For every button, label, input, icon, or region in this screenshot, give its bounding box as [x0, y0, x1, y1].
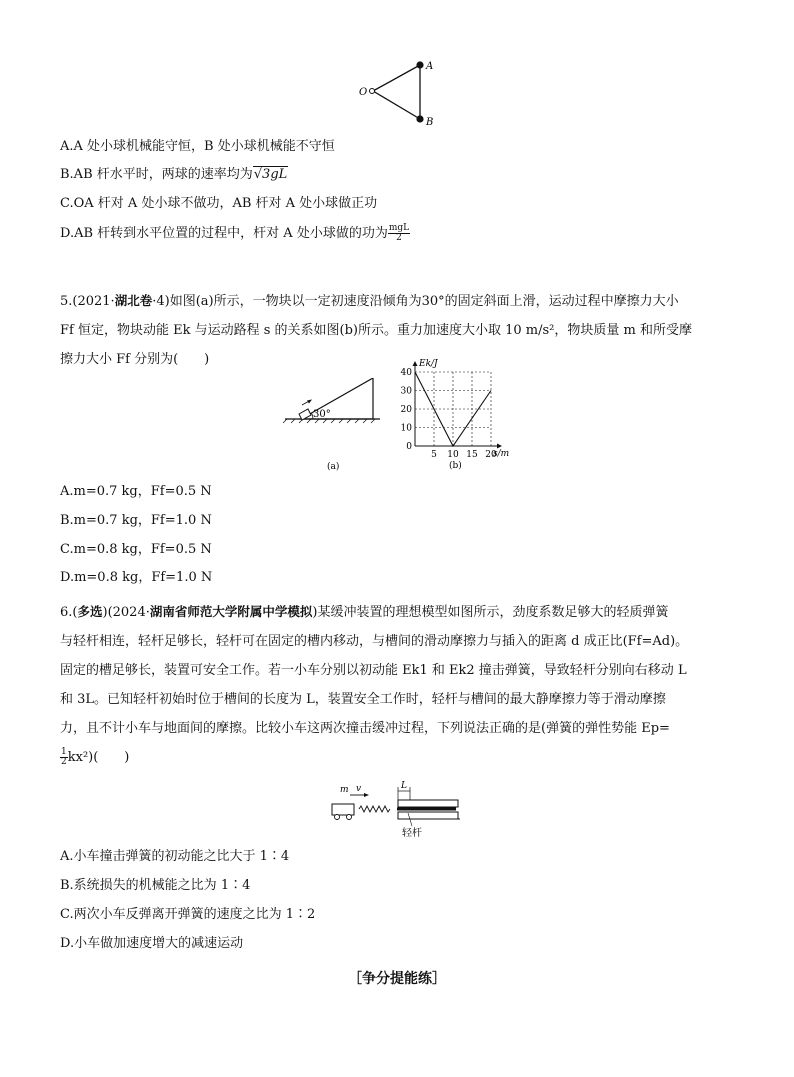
y-tick-label: 0	[406, 442, 412, 452]
q4-option-c: C.OA 杆对 A 处小球不做功，AB 杆对 A 处小球做正功	[60, 196, 378, 211]
y-tick-label: 10	[400, 423, 412, 434]
fraction-numerator: 1	[61, 747, 67, 757]
x-tick-label: 15	[466, 450, 478, 460]
fraction-denominator: 2	[61, 757, 67, 767]
ball-b	[416, 115, 423, 122]
velocity-arrowhead	[307, 400, 312, 404]
rod-ob	[373, 91, 420, 119]
q6-line-6-text: kx²)( )	[67, 750, 130, 765]
q6-buffer-figure	[326, 781, 466, 841]
chart-ylabel: Ek/J	[419, 359, 438, 369]
y-tick-label: 30	[400, 386, 412, 397]
x-tick-label: 5	[431, 450, 437, 460]
spring	[359, 806, 390, 812]
q6-line-1-text: )某缓冲装置的理想模型如图所示，劲度系数足够大的轻质弹簧	[312, 605, 669, 620]
q4-option-d	[60, 224, 410, 243]
q4-option-d-fraction	[388, 224, 410, 243]
q5-option-b: B.m=0.7 kg，Ff=1.0 N	[60, 513, 212, 528]
q6-source: 湖南省师范大学附属中学模拟	[149, 604, 313, 619]
fraction-numerator: mgL	[388, 223, 410, 233]
q6-multi-tag: 多选	[77, 604, 103, 619]
angle-label: 30°	[313, 409, 331, 420]
x-axis-arrow	[497, 444, 502, 449]
q6-option-d: D.小车做加速度增大的减速运动	[60, 936, 244, 951]
chart-xlabel: s/m	[493, 449, 510, 459]
q4-triangle-figure	[355, 58, 445, 130]
q5-source: 湖北卷	[114, 293, 153, 308]
q6-option-c: C.两次小车反弹离开弹簧的速度之比为 1∶2	[60, 907, 316, 922]
label-a: A	[426, 61, 434, 72]
rod-label: 轻杆	[402, 828, 422, 839]
y-axis-arrow	[413, 361, 418, 366]
chart-axes	[401, 361, 502, 460]
q5-line-3: 擦力大小 Ff 分别为( )	[60, 352, 210, 367]
fig-a-caption: (a)	[327, 462, 340, 472]
q6-line-1	[60, 597, 750, 627]
fig-b-caption: (b)	[449, 461, 462, 471]
length-label: L	[401, 781, 407, 791]
q4-option-a: A.A 处小球机械能守恒，B 处小球机械能不守恒	[60, 139, 335, 154]
q5-option-c: C.m=0.8 kg，Ff=0.5 N	[60, 542, 212, 557]
ball-a	[416, 61, 423, 68]
x-tick-label: 10	[447, 450, 459, 460]
velocity-arrowhead	[364, 793, 369, 797]
q6-half-fraction	[60, 748, 68, 767]
q6-line-2: 与轻杆相连，轻杆足够长，轻杆可在固定的槽内移动，与槽间的滑动摩擦力与插入的距离 d 成正比(Ff=Ad)。	[60, 634, 689, 649]
y-tick-label: 40	[400, 368, 412, 378]
label-o: O	[359, 87, 368, 98]
q5-line-1	[60, 286, 750, 316]
velocity-label: v	[356, 784, 362, 794]
q4-option-b	[60, 166, 288, 184]
slot-top	[398, 800, 458, 807]
q4-option-b-math: √3gL	[253, 167, 288, 182]
pivot-o	[370, 89, 375, 94]
q6-line-5: 力，且不计小车与地面间的摩擦。比较小车这两次撞击缓冲过程，下列说法正确的是(弹簧的弹性势能 Ep=	[60, 721, 670, 736]
mass-label: m	[340, 785, 349, 795]
x-tick-label: 20	[485, 450, 497, 460]
cart-body	[332, 804, 354, 815]
chart-grid	[415, 372, 491, 446]
q4-option-b-text: B.AB 杆水平时，两球的速率均为	[60, 167, 253, 182]
q5-line-1-text: ·4)如图(a)所示，一物块以一定初速度沿倾角为30°的固定斜面上滑，运动过程中摩擦力大小	[152, 294, 679, 309]
q6-number: 6.(	[60, 605, 78, 620]
q6-line-6	[60, 743, 750, 772]
section-title: ［争分提能练］	[348, 971, 446, 987]
block	[299, 409, 311, 420]
cart-wheel-left	[335, 815, 340, 820]
slot-bottom	[398, 812, 458, 819]
q4-option-d-text: D.AB 杆转到水平位置的过程中，杆对 A 处小球做的功为	[60, 226, 388, 241]
q6-option-a: A.小车撞击弹簧的初动能之比大于 1∶4	[60, 849, 290, 864]
q5-incline-figure	[283, 378, 383, 474]
q5-number: 5.(2021·	[60, 294, 115, 309]
q5-option-d: D.m=0.8 kg，Ff=1.0 N	[60, 570, 213, 585]
q5-option-a: A.m=0.7 kg，Ff=0.5 N	[60, 484, 212, 499]
q6-option-b: B.系统损失的机械能之比为 1∶4	[60, 878, 251, 893]
y-tick-label: 20	[400, 405, 412, 415]
fraction-denominator: 2	[396, 233, 402, 243]
q6-line-3: 固定的槽足够长，装置可安全工作。若一小车分别以初动能 Ek1 和 Ek2 撞击弹簧，导致轻杆分别向右移动 L	[60, 663, 687, 678]
q5-line-2: Ff 恒定，物块动能 Ek 与运动路程 s 的关系如图(b)所示。重力加速度大小取 10 m/s²，物块质量 m 和所受摩	[60, 323, 692, 338]
cart-wheel-right	[347, 815, 352, 820]
label-b: B	[426, 117, 434, 128]
q6-year: )(2024·	[102, 605, 150, 620]
rod-oa	[373, 65, 420, 91]
q5-ek-chart	[395, 354, 525, 474]
q6-line-4: 和 3L。已知轻杆初始时位于槽间的长度为 L，装置安全工作时，轻杆与槽间的最大静摩擦力等于滑动摩擦	[60, 692, 666, 707]
q6-stem	[60, 597, 750, 772]
